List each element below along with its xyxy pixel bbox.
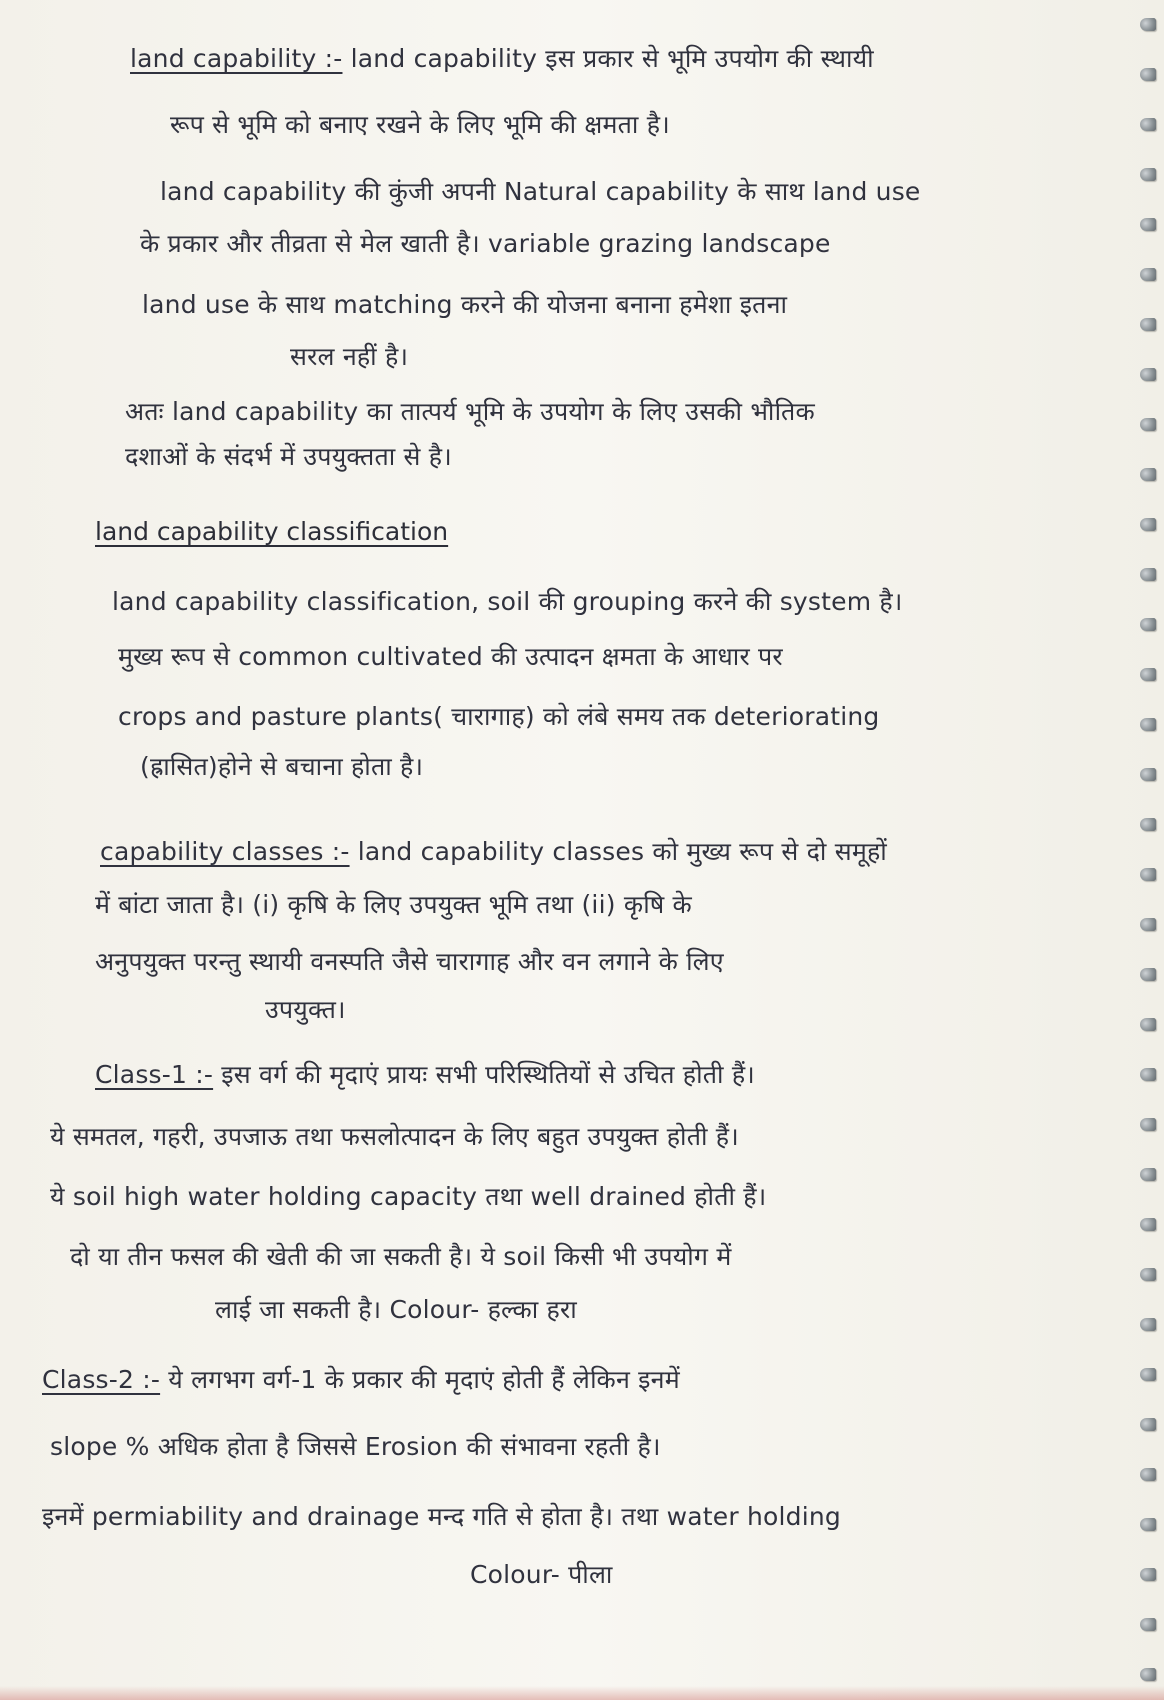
para5-line2: slope % अधिक होता है जिससे Erosion की संभावना रहती है। — [50, 1432, 661, 1461]
heading-classes: capability classes :- — [100, 837, 350, 866]
para3-line1: land capability classes को मुख्य रूप से दो समूहों — [357, 837, 887, 866]
binding-ring — [1140, 568, 1156, 581]
binding-ring — [1140, 468, 1156, 481]
binding-ring — [1140, 1518, 1156, 1531]
para1-line3: land capability की कुंजी अपनी Natural capability के साथ land use — [160, 177, 921, 206]
para5-line1: ये लगभग वर्ग-1 के प्रकार की मृदाएं होती हैं लेकिन इनमें — [168, 1365, 680, 1394]
binding-ring — [1140, 68, 1156, 81]
binding-ring — [1140, 368, 1156, 381]
binding-ring — [1140, 1268, 1156, 1281]
heading-classification: land capability classification — [95, 517, 449, 546]
binding-ring — [1140, 118, 1156, 131]
para3-line3: अनुपयुक्त परन्तु स्थायी वनस्पति जैसे चारागाह और वन लगाने के लिए — [95, 947, 724, 976]
para2-line1: land capability classification, soil की grouping करने की system है। — [112, 587, 903, 616]
binding-ring — [1140, 668, 1156, 681]
binding-ring — [1140, 618, 1156, 631]
binding-ring — [1140, 218, 1156, 231]
para4-line1: इस वर्ग की मृदाएं प्रायः सभी परिस्थितियों से उचित होती हैं। — [221, 1060, 755, 1089]
para4-line2: ये समतल, गहरी, उपजाऊ तथा फसलोत्पादन के लिए बहुत उपयुक्त होती हैं। — [50, 1122, 739, 1151]
para5-line4: Colour- पीला — [470, 1560, 613, 1589]
para2-line4: (ह्रासित)होने से बचाना होता है। — [140, 752, 424, 781]
binding-ring — [1140, 318, 1156, 331]
binding-ring — [1140, 818, 1156, 831]
binding-ring — [1140, 18, 1156, 31]
binding-ring — [1140, 1368, 1156, 1381]
text-line — [130, 42, 874, 76]
binding-ring — [1140, 518, 1156, 531]
para3-line2: में बांटा जाता है। (i) कृषि के लिए उपयुक्त भूमि तथा (ii) कृषि के — [95, 890, 692, 919]
text-line — [95, 1058, 755, 1092]
binding-ring — [1140, 418, 1156, 431]
binding-ring — [1140, 1418, 1156, 1431]
binding-ring — [1140, 868, 1156, 881]
para1-line6: सरल नहीं है। — [290, 342, 409, 371]
para1-line5: land use के साथ matching करने की योजना बनाना हमेशा इतना — [142, 290, 788, 319]
binding-ring — [1140, 1018, 1156, 1031]
binding-ring — [1140, 918, 1156, 931]
text-line — [100, 835, 887, 869]
para4-line3: ये soil high water holding capacity तथा well drained होती हैं। — [50, 1182, 767, 1211]
para1-line2: रूप से भूमि को बनाए रखने के लिए भूमि की क्षमता है। — [170, 110, 670, 139]
binding-ring — [1140, 1218, 1156, 1231]
para2-line2: मुख्य रूप से common cultivated की उत्पादन क्षमता के आधार पर — [118, 642, 783, 671]
binding-ring — [1140, 168, 1156, 181]
binding-ring — [1140, 1068, 1156, 1081]
para4-line4: दो या तीन फसल की खेती की जा सकती है। ये soil किसी भी उपयोग में — [70, 1242, 732, 1271]
para1-line4: के प्रकार और तीव्रता से मेल खाती है। variable grazing landscape — [140, 229, 831, 258]
text-line — [42, 1363, 680, 1397]
para1-line8: दशाओं के संदर्भ में उपयुक्तता से है। — [125, 442, 452, 471]
binding-ring — [1140, 1668, 1156, 1681]
binding-ring — [1140, 1318, 1156, 1331]
heading-class1: Class-1 :- — [95, 1060, 214, 1089]
binding-ring — [1140, 1118, 1156, 1131]
binding-ring — [1140, 968, 1156, 981]
spiral-binding — [1124, 0, 1164, 1700]
binding-ring — [1140, 268, 1156, 281]
para1-line1: land capability इस प्रकार से भूमि उपयोग की स्थायी — [350, 44, 874, 73]
para4-line5: लाई जा सकती है। Colour- हल्का हरा — [215, 1295, 577, 1324]
binding-ring — [1140, 1168, 1156, 1181]
binding-ring — [1140, 1468, 1156, 1481]
binding-ring — [1140, 1618, 1156, 1631]
para1-line7: अतः land capability का तात्पर्य भूमि के उपयोग के लिए उसकी भौतिक — [125, 397, 815, 426]
page-edge — [0, 1686, 1164, 1700]
para5-line3: इनमें permiability and drainage मन्द गति से होता है। तथा water holding — [42, 1502, 842, 1531]
heading-class2: Class-2 :- — [42, 1365, 161, 1394]
binding-ring — [1140, 1568, 1156, 1581]
binding-ring — [1140, 718, 1156, 731]
para2-line3: crops and pasture plants( चारागाह) को लंबे समय तक deteriorating — [118, 702, 880, 731]
heading-land-capability: land capability :- — [130, 44, 343, 73]
para3-line4: उपयुक्त। — [265, 995, 346, 1024]
binding-ring — [1140, 768, 1156, 781]
